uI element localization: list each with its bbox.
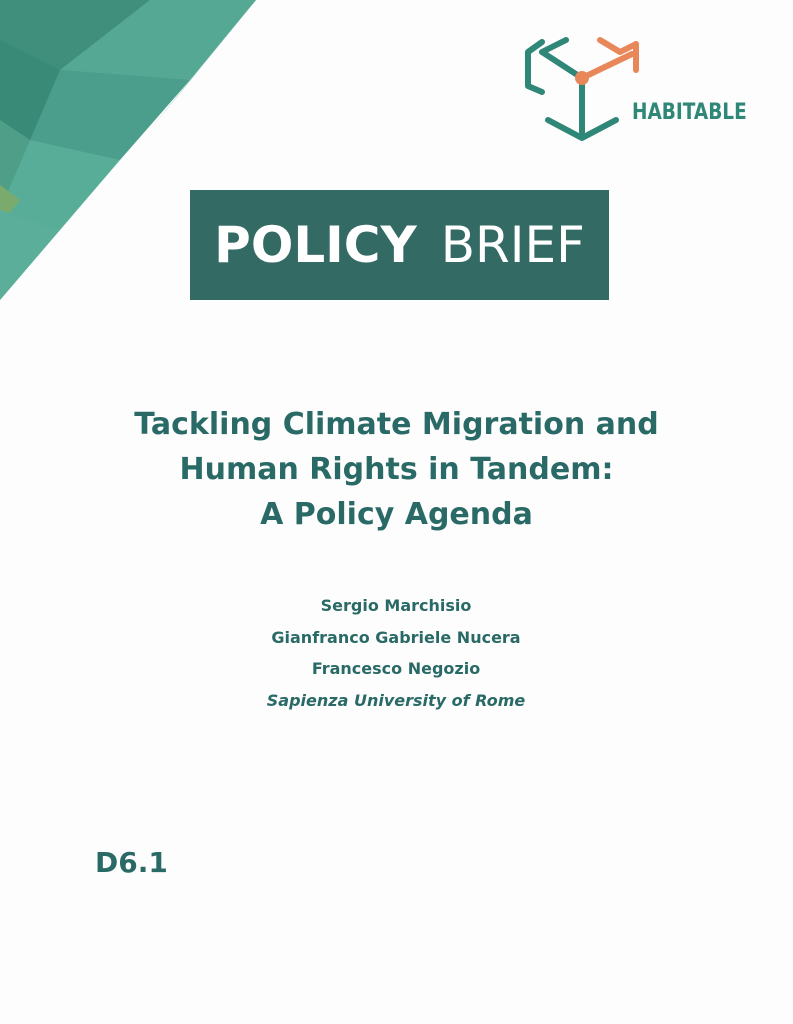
author-name: Gianfranco Gabriele Nucera xyxy=(271,627,521,647)
title-line: Human Rights in Tandem: xyxy=(179,452,614,487)
title-line: A Policy Agenda xyxy=(260,497,533,532)
banner-word-brief: BRIEF xyxy=(440,216,585,274)
policy-brief-banner xyxy=(190,190,609,300)
author-affiliation: Sapienza University of Rome xyxy=(266,690,526,710)
habitable-cube-icon xyxy=(520,34,760,146)
author-name: Sergio Marchisio xyxy=(320,596,472,615)
deliverable-number: D6.1 xyxy=(95,846,168,879)
banner-word-policy: POLICY xyxy=(214,216,417,274)
author-name: Francesco Negozio xyxy=(311,659,481,678)
document-title xyxy=(60,402,733,537)
author-list xyxy=(96,590,696,716)
logo-wordmark: HABITABLE xyxy=(632,100,747,125)
title-line: Tackling Climate Migration and xyxy=(134,407,659,442)
